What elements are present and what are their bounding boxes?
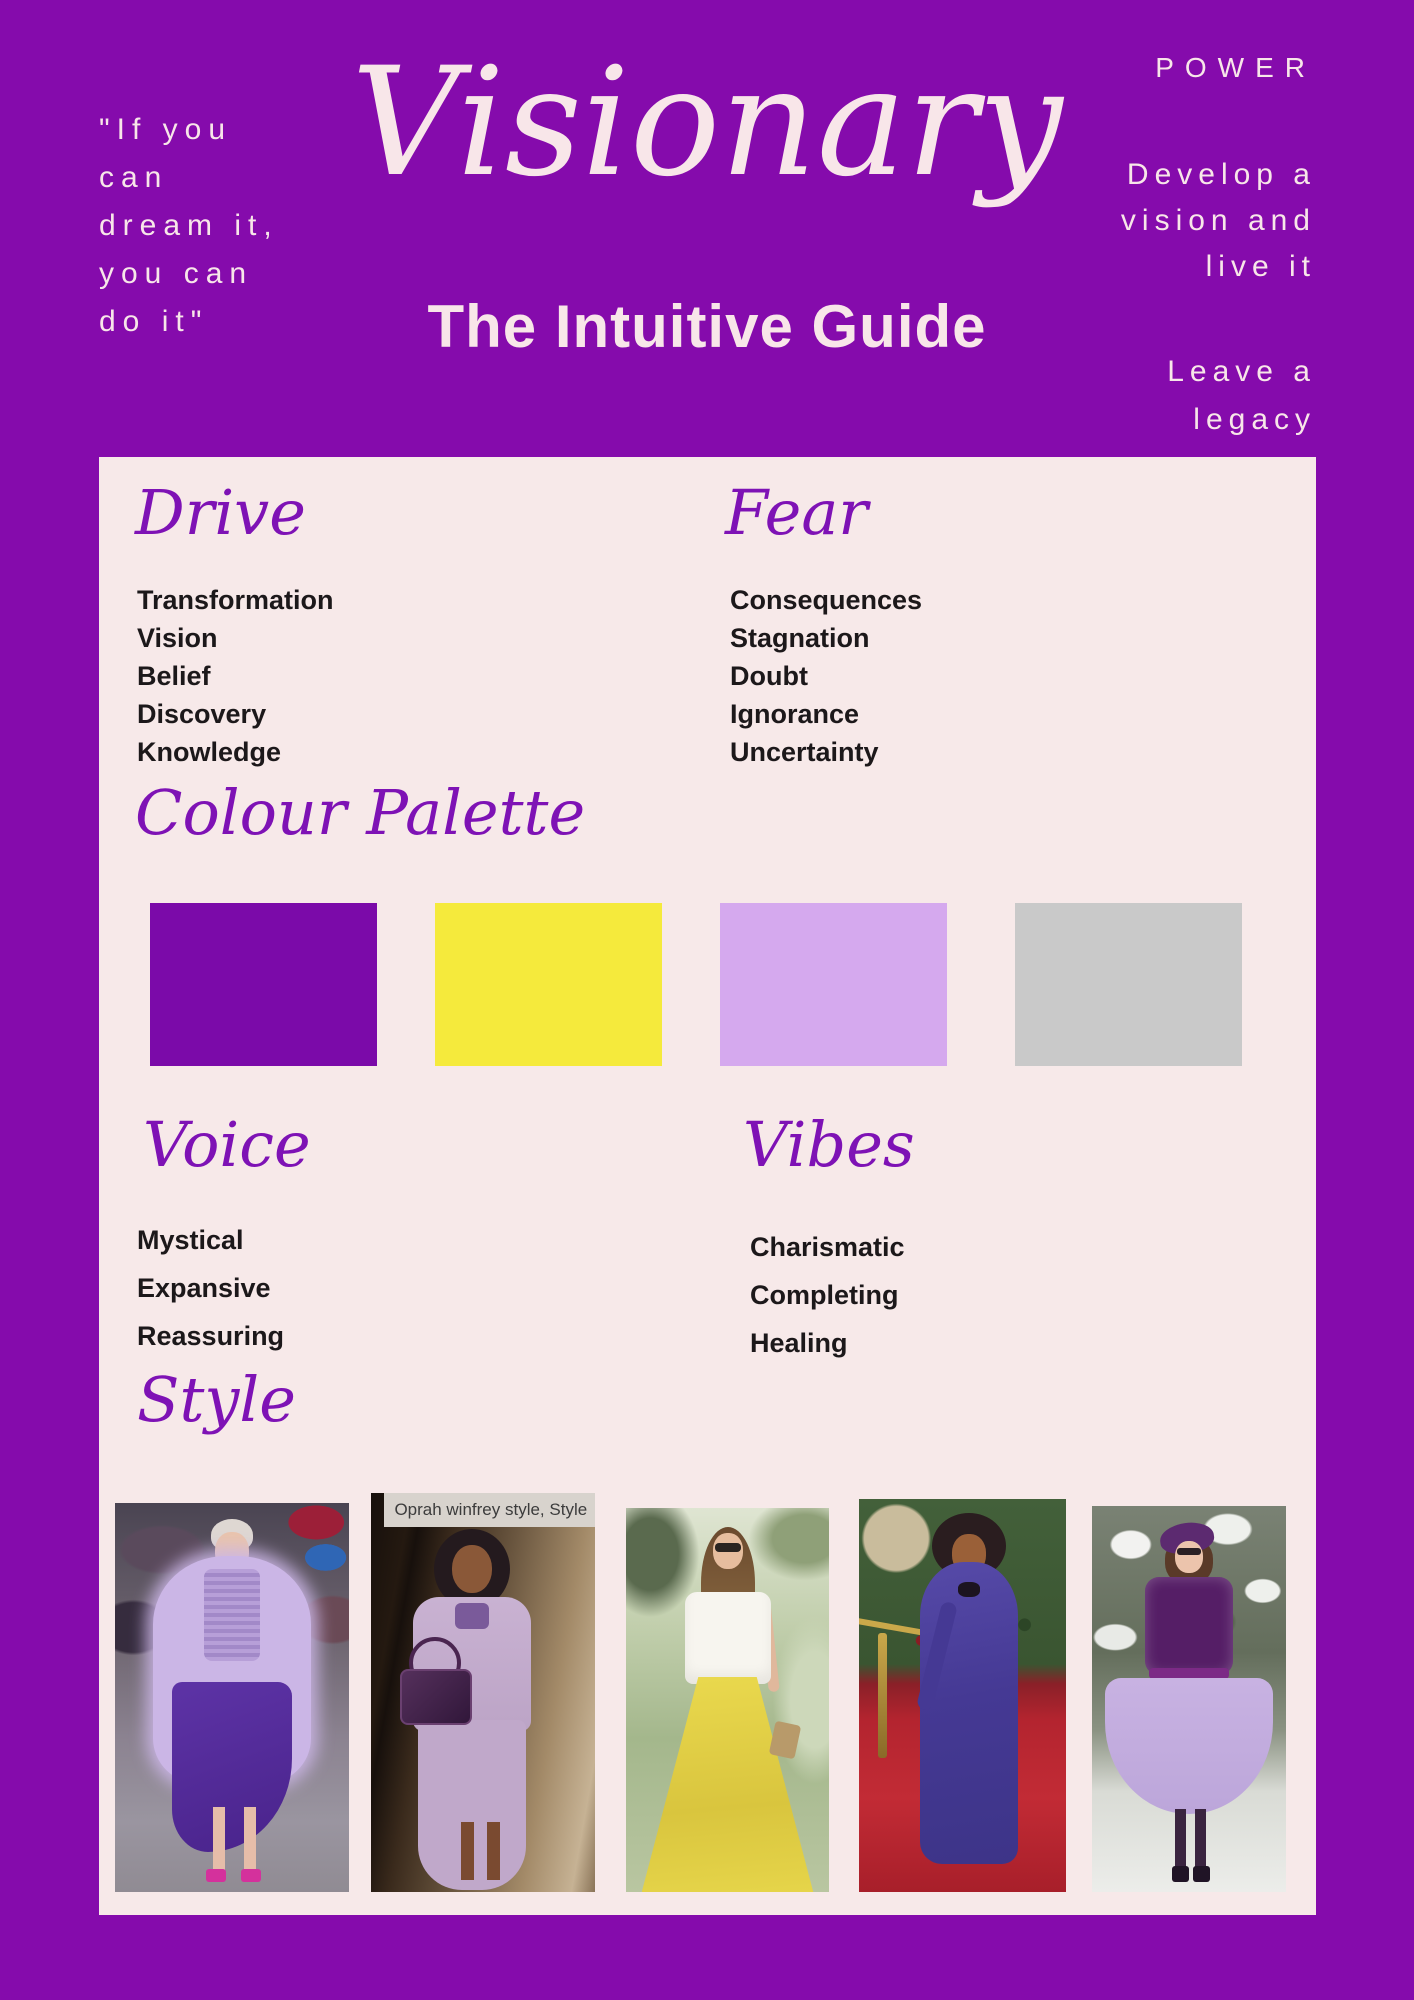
drive-item: Discovery	[137, 699, 267, 729]
fear-item: Consequences	[730, 585, 923, 615]
photo1-pink-shoe-shape	[241, 1869, 261, 1882]
vibes-item: Completing	[750, 1280, 899, 1310]
style-photo-1-lavender-fur-street	[115, 1503, 349, 1892]
photo2-caption: Oprah winfrey style, Style	[384, 1493, 595, 1527]
drive-item: Knowledge	[137, 737, 282, 767]
voice-heading: Voice	[143, 1108, 311, 1181]
fear-heading: Fear	[725, 476, 868, 549]
swatch-lavender	[720, 903, 947, 1066]
vision-line-3: live it	[1205, 250, 1316, 283]
page-title-script: Visionary	[351, 36, 1063, 210]
page-subtitle: The Intuitive Guide	[427, 293, 987, 360]
legacy-tagline	[1167, 348, 1316, 444]
drive-heading: Drive	[135, 476, 306, 549]
vibes-item: Healing	[750, 1328, 848, 1358]
drive-item: Transformation	[137, 585, 334, 615]
photo1-ribbed-top-shape	[204, 1569, 260, 1661]
style-photo-3-yellow-maxi-skirt	[626, 1508, 829, 1892]
photo3-sunglasses-shape	[715, 1543, 741, 1552]
photo2-leg-shape	[461, 1822, 474, 1880]
voice-list	[137, 1216, 284, 1360]
photo5-leg-shape	[1175, 1809, 1186, 1869]
legacy-line-1: Leave a	[1167, 355, 1316, 388]
drive-item: Belief	[137, 661, 211, 691]
colour-palette-heading: Colour Palette	[135, 776, 586, 849]
style-heading: Style	[137, 1363, 296, 1436]
quote-line-1: "If you	[99, 113, 233, 146]
drive-item: Vision	[137, 623, 218, 653]
photo1-pink-shoe-shape	[206, 1869, 226, 1882]
photo2-camisole-shape	[455, 1603, 489, 1629]
power-label: POWER	[1155, 52, 1316, 83]
style-photo-4-purple-gown-red-carpet	[859, 1499, 1066, 1892]
photo3-white-top-shape	[685, 1592, 771, 1684]
photo5-sequin-top-shape	[1145, 1577, 1233, 1675]
vision-line-2: vision and	[1120, 204, 1316, 237]
fear-item: Doubt	[730, 661, 808, 691]
photo5-glasses-shape	[1177, 1548, 1201, 1555]
fear-list	[730, 581, 922, 771]
photo5-leg-shape	[1195, 1809, 1206, 1869]
legacy-line-2: legacy	[1193, 403, 1316, 436]
photo2-leg-shape	[487, 1822, 500, 1880]
quote-line-2: can	[99, 161, 169, 194]
photo4-brooch-shape	[958, 1582, 980, 1597]
voice-item: Reassuring	[137, 1321, 285, 1351]
quote-line-5: do it"	[99, 305, 209, 338]
vibes-list	[750, 1223, 905, 1367]
style-photo-5-winter-lavender-skirt	[1092, 1506, 1286, 1892]
photo2-face-shape	[452, 1545, 492, 1593]
vision-tagline	[1121, 152, 1316, 290]
photo5-boot-shape	[1193, 1866, 1210, 1882]
photo4-gown-shape	[920, 1562, 1018, 1864]
quote-line-3: dream it,	[99, 209, 279, 242]
photo1-leg-shape	[244, 1807, 256, 1873]
swatch-purple	[150, 903, 377, 1066]
photo5-face-shape	[1175, 1541, 1203, 1573]
fear-item: Uncertainty	[730, 737, 879, 767]
quote-line-4: you can	[99, 257, 254, 290]
swatch-yellow	[435, 903, 662, 1066]
vibes-heading: Vibes	[743, 1108, 915, 1181]
photo4-stanchion-shape	[878, 1633, 887, 1758]
vision-line-1: Develop a	[1126, 158, 1316, 191]
photo2-handbag-shape	[400, 1669, 472, 1725]
voice-item: Mystical	[137, 1225, 244, 1255]
photo5-boot-shape	[1172, 1866, 1189, 1882]
vibes-item: Charismatic	[750, 1232, 905, 1262]
fear-item: Stagnation	[730, 623, 870, 653]
style-photo-2-lavender-suit	[371, 1493, 595, 1892]
swatch-grey	[1015, 903, 1242, 1066]
voice-item: Expansive	[137, 1273, 271, 1303]
fear-item: Ignorance	[730, 699, 860, 729]
content-panel	[99, 457, 1316, 1915]
drive-list	[137, 581, 334, 771]
photo1-leg-shape	[213, 1807, 225, 1873]
